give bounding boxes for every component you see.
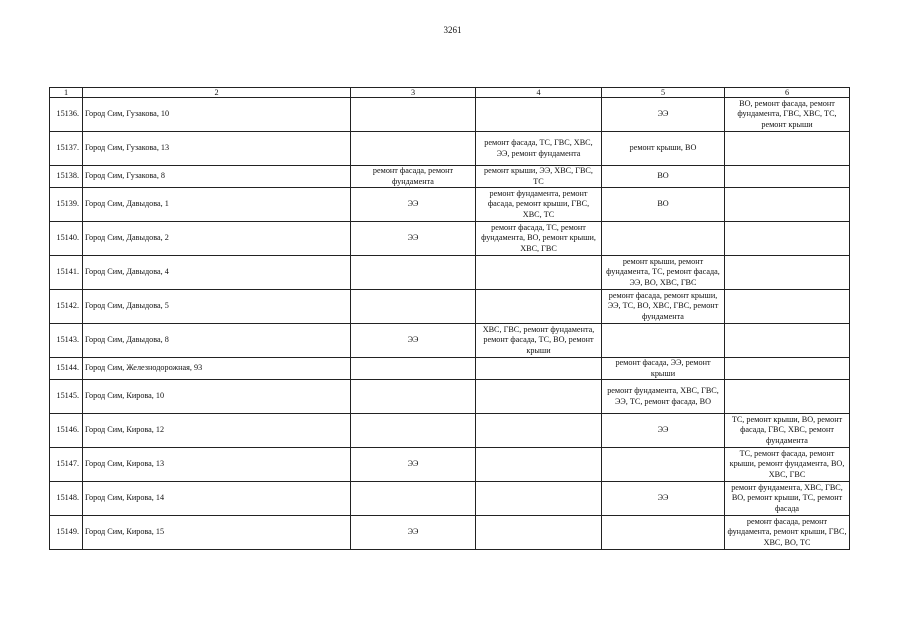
column-header-4: 4 bbox=[476, 88, 602, 98]
row-col5: ЭЭ bbox=[602, 482, 725, 516]
table-row bbox=[50, 132, 850, 166]
row-number: 15148. bbox=[50, 482, 83, 516]
row-col3: ЭЭ bbox=[351, 188, 476, 222]
row-col6 bbox=[725, 132, 850, 166]
table-row bbox=[50, 290, 850, 324]
row-col4: ремонт крыши, ЭЭ, ХВС, ГВС, ТС bbox=[476, 166, 602, 188]
row-col4 bbox=[476, 256, 602, 290]
row-address: Город Сим, Кирова, 14 bbox=[83, 482, 351, 516]
row-number: 15146. bbox=[50, 414, 83, 448]
row-col3 bbox=[351, 414, 476, 448]
row-col3: ЭЭ bbox=[351, 516, 476, 550]
row-col3: ремонт фасада, ремонт фундамента bbox=[351, 166, 476, 188]
row-number: 15142. bbox=[50, 290, 83, 324]
row-col5: ВО bbox=[602, 188, 725, 222]
row-address: Город Сим, Давыдова, 8 bbox=[83, 324, 351, 358]
row-col4 bbox=[476, 482, 602, 516]
row-col3 bbox=[351, 256, 476, 290]
row-col6 bbox=[725, 188, 850, 222]
row-col6: ТС, ремонт крыши, ВО, ремонт фасада, ГВС, ХВС, ремонт фундамента bbox=[725, 414, 850, 448]
row-col6 bbox=[725, 324, 850, 358]
table-row bbox=[50, 414, 850, 448]
row-address: Город Сим, Гузакова, 13 bbox=[83, 132, 351, 166]
row-col4 bbox=[476, 448, 602, 482]
row-address: Город Сим, Кирова, 12 bbox=[83, 414, 351, 448]
row-col3: ЭЭ bbox=[351, 222, 476, 256]
row-col5: ремонт фундамента, ХВС, ГВС, ЭЭ, ТС, ремонт фасада, ВО bbox=[602, 380, 725, 414]
row-col5 bbox=[602, 324, 725, 358]
row-number: 15140. bbox=[50, 222, 83, 256]
table-row bbox=[50, 166, 850, 188]
row-col6: ремонт фасада, ремонт фундамента, ремонт крыши, ГВС, ХВС, ВО, ТС bbox=[725, 516, 850, 550]
row-col5: ремонт фасада, ЭЭ, ремонт крыши bbox=[602, 358, 725, 380]
column-header-1: 1 bbox=[50, 88, 83, 98]
row-col6: ТС, ремонт фасада, ремонт крыши, ремонт фундамента, ВО, ХВС, ГВС bbox=[725, 448, 850, 482]
row-number: 15136. bbox=[50, 98, 83, 132]
row-col4 bbox=[476, 358, 602, 380]
row-col5 bbox=[602, 222, 725, 256]
row-col4 bbox=[476, 98, 602, 132]
row-col6 bbox=[725, 358, 850, 380]
row-col4 bbox=[476, 290, 602, 324]
row-number: 15143. bbox=[50, 324, 83, 358]
row-col4 bbox=[476, 380, 602, 414]
row-col5: ремонт крыши, ремонт фундамента, ТС, ремонт фасада, ЭЭ, ВО, ХВС, ГВС bbox=[602, 256, 725, 290]
table-row bbox=[50, 188, 850, 222]
row-address: Город Сим, Давыдова, 4 bbox=[83, 256, 351, 290]
table-row bbox=[50, 380, 850, 414]
row-number: 15147. bbox=[50, 448, 83, 482]
row-col4 bbox=[476, 414, 602, 448]
row-col5: ремонт фасада, ремонт крыши, ЭЭ, ТС, ВО, ХВС, ГВС, ремонт фундамента bbox=[602, 290, 725, 324]
row-col3 bbox=[351, 380, 476, 414]
row-col4: ХВС, ГВС, ремонт фундамента, ремонт фасада, ТС, ВО, ремонт крыши bbox=[476, 324, 602, 358]
row-col4: ремонт фасада, ТС, ГВС, ХВС, ЭЭ, ремонт фундамента bbox=[476, 132, 602, 166]
row-col6 bbox=[725, 380, 850, 414]
row-col5 bbox=[602, 448, 725, 482]
row-address: Город Сим, Кирова, 15 bbox=[83, 516, 351, 550]
row-col3: ЭЭ bbox=[351, 448, 476, 482]
row-col3 bbox=[351, 132, 476, 166]
row-number: 15145. bbox=[50, 380, 83, 414]
row-number: 15141. bbox=[50, 256, 83, 290]
column-header-6: 6 bbox=[725, 88, 850, 98]
page-number: 3261 bbox=[443, 25, 462, 35]
row-address: Город Сим, Гузакова, 10 bbox=[83, 98, 351, 132]
row-col6: ремонт фундамента, ХВС, ГВС, ВО, ремонт крыши, ТС, ремонт фасада bbox=[725, 482, 850, 516]
row-col5: ЭЭ bbox=[602, 98, 725, 132]
row-col6 bbox=[725, 256, 850, 290]
row-address: Город Сим, Железнодорожная, 93 bbox=[83, 358, 351, 380]
row-col6 bbox=[725, 290, 850, 324]
row-col3 bbox=[351, 290, 476, 324]
table-row bbox=[50, 448, 850, 482]
row-address: Город Сим, Кирова, 13 bbox=[83, 448, 351, 482]
row-col3 bbox=[351, 482, 476, 516]
row-col5: ремонт крыши, ВО bbox=[602, 132, 725, 166]
row-col5: ЭЭ bbox=[602, 414, 725, 448]
table-row bbox=[50, 358, 850, 380]
table-row bbox=[50, 256, 850, 290]
row-col5 bbox=[602, 516, 725, 550]
row-address: Город Сим, Давыдова, 5 bbox=[83, 290, 351, 324]
row-col3 bbox=[351, 358, 476, 380]
row-number: 15137. bbox=[50, 132, 83, 166]
row-col3 bbox=[351, 98, 476, 132]
column-header-5: 5 bbox=[602, 88, 725, 98]
column-header-3: 3 bbox=[351, 88, 476, 98]
row-col6: ВО, ремонт фасада, ремонт фундамента, ГВС, ХВС, ТС, ремонт крыши bbox=[725, 98, 850, 132]
row-col6 bbox=[725, 166, 850, 188]
column-header-2: 2 bbox=[83, 88, 351, 98]
row-address: Город Сим, Давыдова, 1 bbox=[83, 188, 351, 222]
row-col3: ЭЭ bbox=[351, 324, 476, 358]
row-col4 bbox=[476, 516, 602, 550]
row-number: 15149. bbox=[50, 516, 83, 550]
row-address: Город Сим, Кирова, 10 bbox=[83, 380, 351, 414]
header-row bbox=[50, 88, 850, 98]
table-row bbox=[50, 482, 850, 516]
row-col6 bbox=[725, 222, 850, 256]
row-col4: ремонт фундамента, ремонт фасада, ремонт крыши, ГВС, ХВС, ТС bbox=[476, 188, 602, 222]
repair-schedule-table bbox=[49, 87, 850, 550]
row-col4: ремонт фасада, ТС, ремонт фундамента, ВО, ремонт крыши, ХВС, ГВС bbox=[476, 222, 602, 256]
row-address: Город Сим, Гузакова, 8 bbox=[83, 166, 351, 188]
table-row bbox=[50, 324, 850, 358]
table-row bbox=[50, 98, 850, 132]
row-col5: ВО bbox=[602, 166, 725, 188]
table-row bbox=[50, 516, 850, 550]
row-number: 15139. bbox=[50, 188, 83, 222]
row-address: Город Сим, Давыдова, 2 bbox=[83, 222, 351, 256]
row-number: 15138. bbox=[50, 166, 83, 188]
table-row bbox=[50, 222, 850, 256]
row-number: 15144. bbox=[50, 358, 83, 380]
